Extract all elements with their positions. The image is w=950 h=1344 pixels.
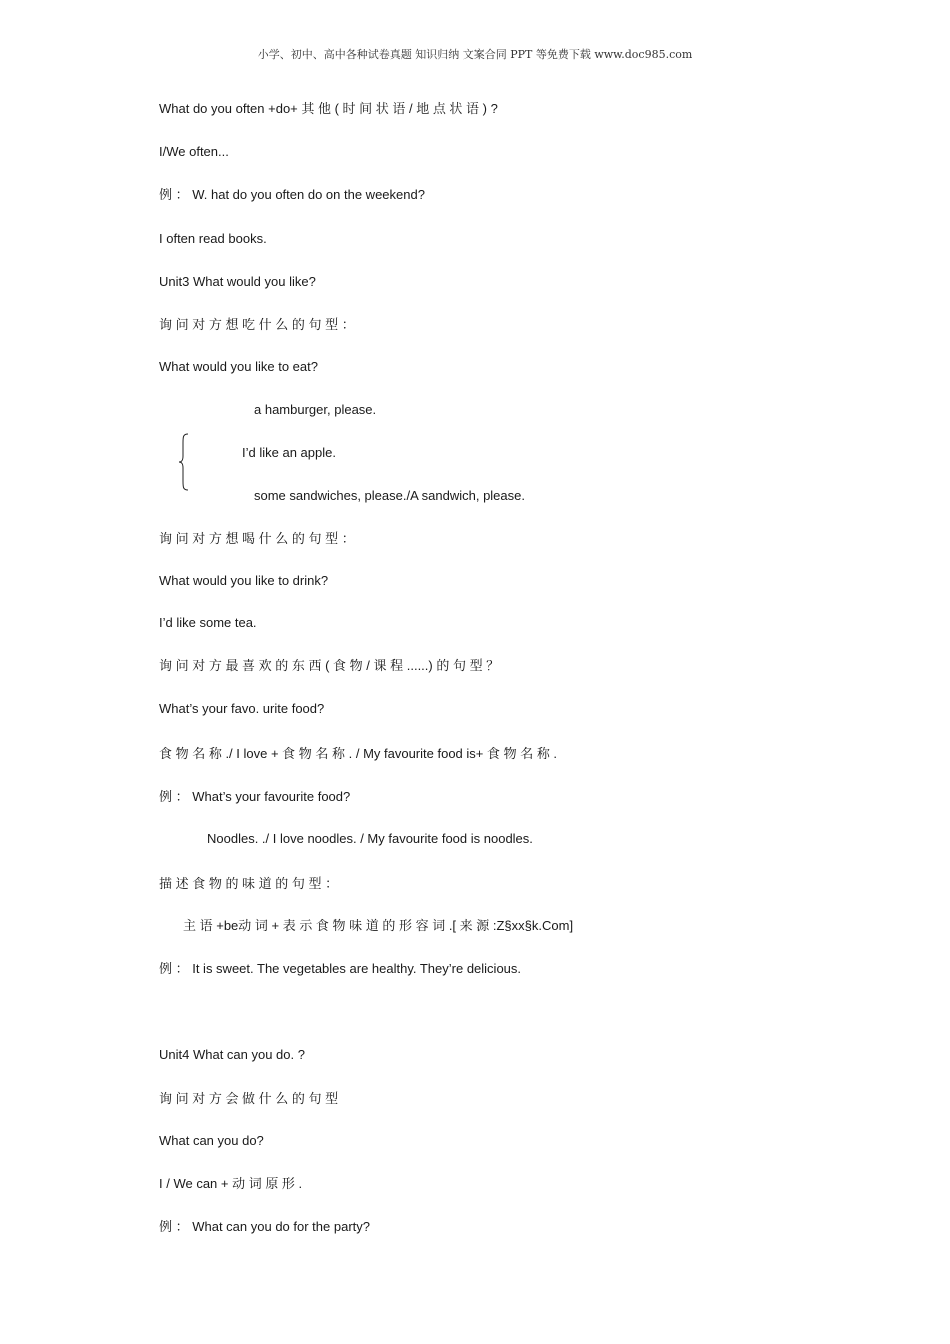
unit-heading: Unit3 What would you like?	[159, 274, 316, 289]
text-line: 主 语 +be动 词 + 表 示 食 物 味 道 的 形 容 词 .[ 来 源 :Z§xx§k.Com]	[183, 918, 574, 933]
text-line: What would you like to drink?	[159, 573, 329, 588]
text-line: a hamburger, please.	[254, 402, 377, 417]
text-line: 例 ： W. hat do you often do on the weekend?	[159, 187, 425, 202]
text-line: 询 问 对 方 想 吃 什 么 的 句 型 ：	[159, 317, 355, 332]
text-line: some sandwiches, please./A sandwich, please.	[254, 488, 525, 503]
text-line: What would you like to eat?	[159, 359, 318, 374]
unit-heading: Unit4 What can you do. ?	[159, 1047, 305, 1062]
page-header: 小学、初中、高中各种试卷真题 知识归纳 文案合同 PPT 等免费下载 www.doc985.com	[257, 48, 693, 61]
text-line: 询 问 对 方 想 喝 什 么 的 句 型 ：	[159, 531, 355, 546]
text-line: I/We often...	[159, 144, 229, 159]
text-line: 询 问 对 方 会 做 什 么 的 句 型	[159, 1091, 339, 1106]
text-line: Noodles. ./ I love noodles. / My favourite food is noodles.	[207, 831, 533, 846]
text-line: What’s your favo. urite food?	[159, 701, 325, 716]
text-line: 描 述 食 物 的 味 道 的 句 型 ：	[159, 876, 339, 891]
text-line: 例 ： What’s your favourite food?	[159, 789, 351, 804]
text-line: 例 ： What can you do for the party?	[159, 1219, 370, 1234]
text-line: 食 物 名 称 ./ I love + 食 物 名 称 . / My favourite food is+ 食 物 名 称 .	[159, 746, 558, 761]
text-line: 例 ： It is sweet. The vegetables are healthy. They’re delicious.	[159, 961, 522, 976]
text-line: I / We can + 动 词 原 形 .	[159, 1176, 303, 1191]
text-line: What do you often +do+ 其 他 ( 时 间 状 语 / 地 点 状 语 ) ?	[159, 101, 498, 116]
text-line: I often read books.	[159, 231, 267, 246]
text-line: I’d like an apple.	[242, 445, 336, 460]
text-line: What can you do?	[159, 1133, 264, 1148]
text-line: I’d like some tea.	[159, 615, 257, 630]
text-line: 询 问 对 方 最 喜 欢 的 东 西 ( 食 物 / 课 程 ......) 的 句 型 ？	[159, 658, 500, 673]
brace-icon	[178, 433, 192, 491]
